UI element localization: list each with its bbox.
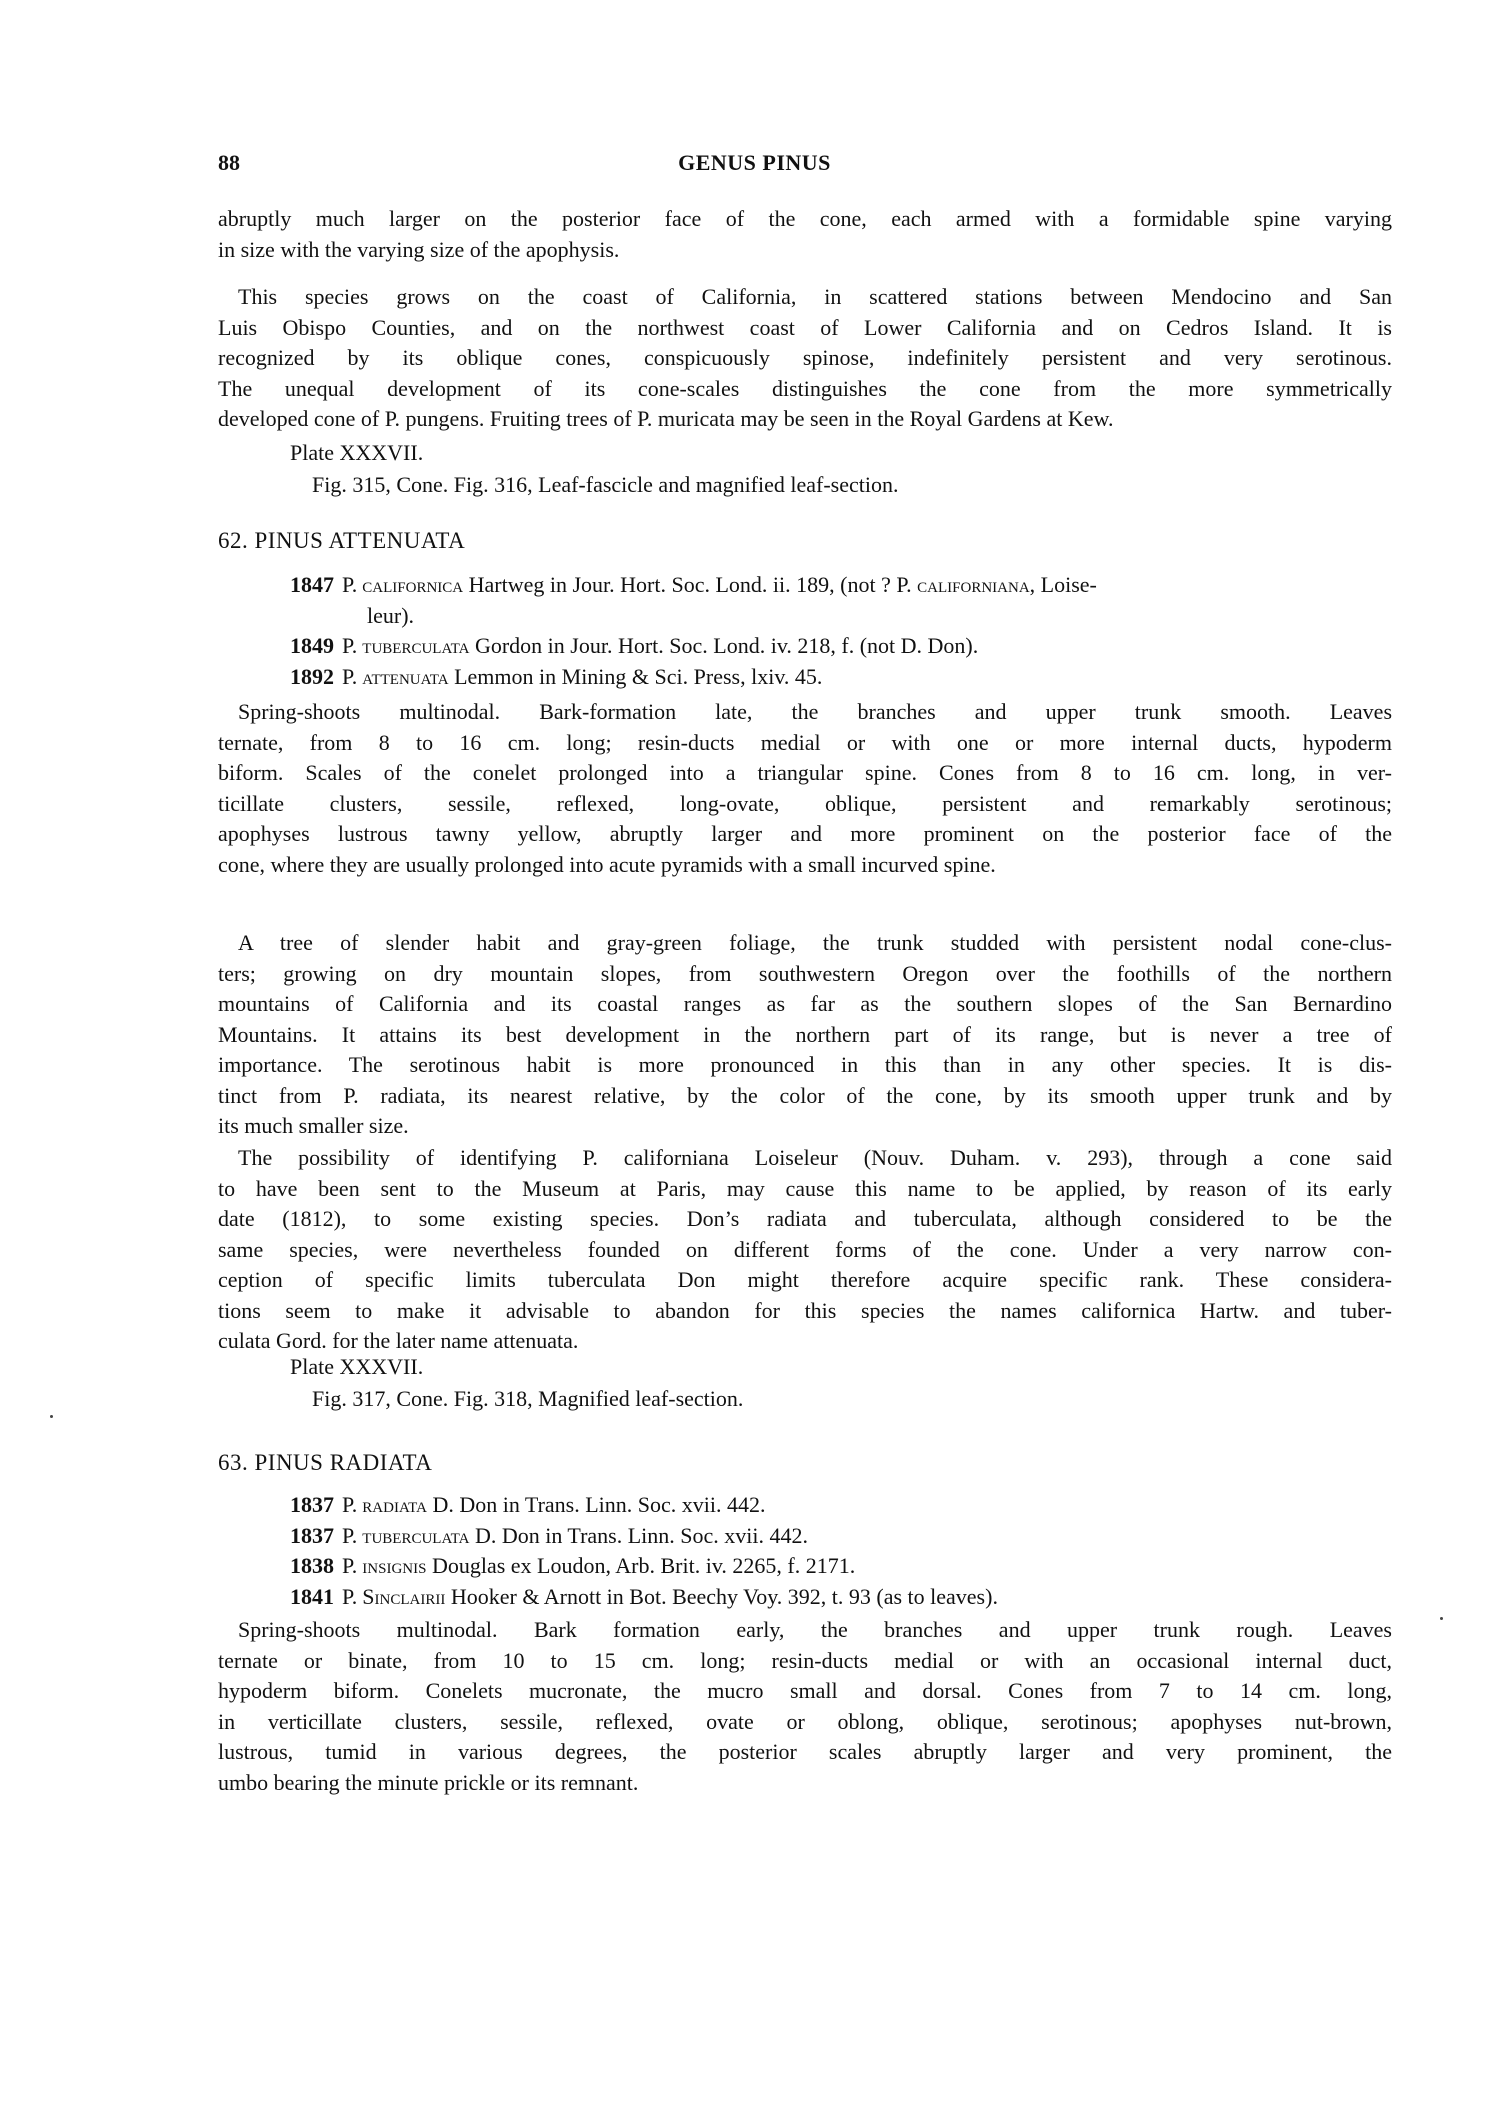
synonym-name: attenuata: [362, 663, 449, 689]
text-line: cone, where they are usually prolonged into acute pyramids with a small incurved spine.: [218, 851, 996, 877]
text-line: culata Gord. for the later name attenuata.: [218, 1328, 579, 1353]
synonym-entry: [290, 631, 1392, 662]
synonym-entry: [290, 1521, 1392, 1552]
nomenclature-62: [218, 1143, 1392, 1357]
synonym-entry: [290, 1490, 1392, 1521]
figure-reference: Fig. 315, Cone. Fig. 316, Leaf-fascicle and magnified leaf-section.: [312, 472, 899, 497]
text-line: umbo bearing the minute prickle or its remnant.: [218, 1769, 639, 1795]
plate-reference-62: Plate XXXVII.: [290, 1354, 424, 1379]
section-heading-62: 62. PINUS ATTENUATA: [218, 528, 466, 553]
synonym-year: 1847: [290, 572, 334, 597]
synonym-entry: [290, 1551, 1392, 1582]
figure-reference-62: Fig. 317, Cone. Fig. 318, Magnified leaf-section.: [312, 1386, 744, 1411]
text-line: ception of specific limits tuberculata Don might therefore acquire specific rank. These considera-: [218, 1267, 1392, 1292]
text-line: Luis Obispo Counties, and on the northwest coast of Lower California and on Cedros Island. It is: [218, 314, 1392, 340]
synonym-rest: Hartweg in Jour. Hort. Soc. Lond. ii. 189, (not ? P.: [463, 572, 918, 597]
synonym-prefix: P.: [342, 663, 358, 689]
text-line: ticillate clusters, sessile, reflexed, long-ovate, oblique, persistent and remarkably serotinous;: [218, 790, 1392, 816]
text-line: recognized by its oblique cones, conspicuously spinose, indefinitely persistent and very serotinous.: [218, 345, 1392, 370]
section-heading-63: 63. PINUS RADIATA: [218, 1450, 433, 1475]
synonym-year: 1841: [290, 1583, 334, 1609]
synonym-year: 1837: [290, 1522, 334, 1548]
synonym-year: 1849: [290, 633, 334, 658]
text-line: same species, were nevertheless founded on different forms of the cone. Under a very narrow con-: [218, 1236, 1392, 1262]
synonym-name: californica: [362, 572, 464, 597]
synonym-rest: D. Don in Trans. Linn. Soc. xvii. 442.: [469, 1522, 809, 1548]
scan-speck: [1440, 1617, 1443, 1620]
text-line: date (1812), to some existing species. Don’s radiata and tuberculata, although considered to be the: [218, 1206, 1392, 1231]
synonym-year: 1838: [290, 1553, 334, 1578]
synonym-prefix: P.: [342, 1492, 358, 1517]
synonym-rest: Hooker & Arnott in Bot. Beechy Voy. 392, t. 93 (as to leaves).: [445, 1583, 998, 1609]
synonym-name: radiata: [362, 1492, 427, 1517]
synonym-year: 1837: [290, 1492, 334, 1517]
text-line: Spring-shoots multinodal. Bark-formation late, the branches and upper trunk smooth. Leaves: [238, 699, 1392, 724]
synonym-rest: Gordon in Jour. Hort. Soc. Lond. iv. 218, f. (not D. Don).: [469, 633, 979, 658]
synonym-prefix: P.: [342, 1553, 358, 1578]
synonym-name: tuberculata: [362, 633, 470, 658]
synonym-name: insignis: [362, 1553, 427, 1578]
text-line: apophyses lustrous tawny yellow, abruptly larger and more prominent on the posterior face of the: [218, 821, 1392, 846]
synonym-rest: D. Don in Trans. Linn. Soc. xvii. 442.: [426, 1492, 766, 1517]
synonym-prefix: P.: [342, 1522, 358, 1548]
paragraph-distribution-61: [218, 282, 1392, 435]
synonym-entry: [290, 570, 1392, 601]
synonym-name: tuberculata: [362, 1522, 470, 1548]
synonym-prefix: P.: [342, 572, 358, 597]
description-62: [218, 697, 1392, 880]
text-line: hypoderm biform. Conelets mucronate, the mucro small and dorsal. Cones from 7 to 14 cm. long,: [218, 1678, 1392, 1703]
text-line: ternate, from 8 to 16 cm. long; resin-ducts medial or with one or more internal ducts, hypoderm: [218, 729, 1392, 755]
text-line: Mountains. It attains its best development in the northern part of its range, but is never a tree of: [218, 1021, 1392, 1047]
page-number: 88: [218, 150, 240, 175]
text-line: its much smaller size.: [218, 1113, 409, 1138]
synonym-rest2: , Loise-: [1029, 572, 1097, 597]
scan-speck: [50, 1415, 53, 1418]
text-line: developed cone of P. pungens. Fruiting trees of P. muricata may be seen in the Royal Gardens at Kew.: [218, 406, 1114, 431]
synonym-list-63: [290, 1490, 1392, 1612]
text-line: tinct from P. radiata, its nearest relative, by the color of the cone, by its smooth upper trunk and by: [218, 1082, 1392, 1108]
synonym-entry: [290, 662, 1392, 693]
synonym-name: Sinclairii: [362, 1583, 446, 1609]
description-63: [218, 1615, 1392, 1798]
text-line: This species grows on the coast of California, in scattered stations between Mendocino and San: [238, 284, 1392, 309]
paragraph-continued: [218, 204, 1392, 265]
text-line: importance. The serotinous habit is more pronounced in this than in any other species. It is dis-: [218, 1052, 1392, 1077]
text-line: biform. Scales of the conelet prolonged into a triangular spine. Cones from 8 to 16 cm. long, in ver-: [218, 760, 1392, 785]
synonym-continuation: leur).: [367, 602, 415, 628]
text-line: ternate or binate, from 10 to 15 cm. long; resin-ducts medial or with an occasional internal duct,: [218, 1647, 1392, 1673]
text-line: in size with the varying size of the apophysis.: [218, 236, 620, 262]
text-line: ters; growing on dry mountain slopes, from southwestern Oregon over the foothills of the northern: [218, 960, 1392, 986]
synonym-entry: [290, 1582, 1392, 1613]
synonym-list-62: [290, 570, 1392, 692]
text-line: mountains of California and its coastal ranges as far as the southern slopes of the San Bernardino: [218, 991, 1392, 1016]
synonym-prefix: P.: [342, 1583, 358, 1609]
text-line: Spring-shoots multinodal. Bark formation early, the branches and upper trunk rough. Leaves: [238, 1617, 1392, 1642]
synonym-rest: Lemmon in Mining & Sci. Press, lxiv. 45.: [448, 663, 823, 689]
text-line: The possibility of identifying P. californiana Loiseleur (Nouv. Duham. v. 293), through a cone said: [238, 1145, 1392, 1170]
synonym-year: 1892: [290, 663, 334, 689]
distribution-62: [218, 928, 1392, 1142]
running-head: GENUS PINUS: [678, 150, 831, 175]
plate-reference: Plate XXXVII.: [290, 440, 424, 465]
synonym-rest: Douglas ex Loudon, Arb. Brit. iv. 2265, f. 2171.: [426, 1553, 856, 1578]
text-line: tions seem to make it advisable to abandon for this species the names californica Hartw. and tuber-: [218, 1297, 1392, 1323]
text-line: The unequal development of its cone-scales distinguishes the cone from the more symmetrically: [218, 375, 1392, 401]
synonym-prefix: P.: [342, 633, 358, 658]
synonym-name2: californiana: [917, 572, 1030, 597]
text-line: abruptly much larger on the posterior face of the cone, each armed with a formidable spine varying: [218, 206, 1392, 231]
text-line: to have been sent to the Museum at Paris, may cause this name to be applied, by reason of its early: [218, 1175, 1392, 1201]
text-line: A tree of slender habit and gray-green foliage, the trunk studded with persistent nodal cone-clus-: [238, 930, 1392, 955]
text-line: in verticillate clusters, sessile, reflexed, ovate or oblong, oblique, serotinous; apophyses nut-brown,: [218, 1708, 1392, 1734]
text-line: lustrous, tumid in various degrees, the posterior scales abruptly larger and very prominent, the: [218, 1739, 1392, 1764]
